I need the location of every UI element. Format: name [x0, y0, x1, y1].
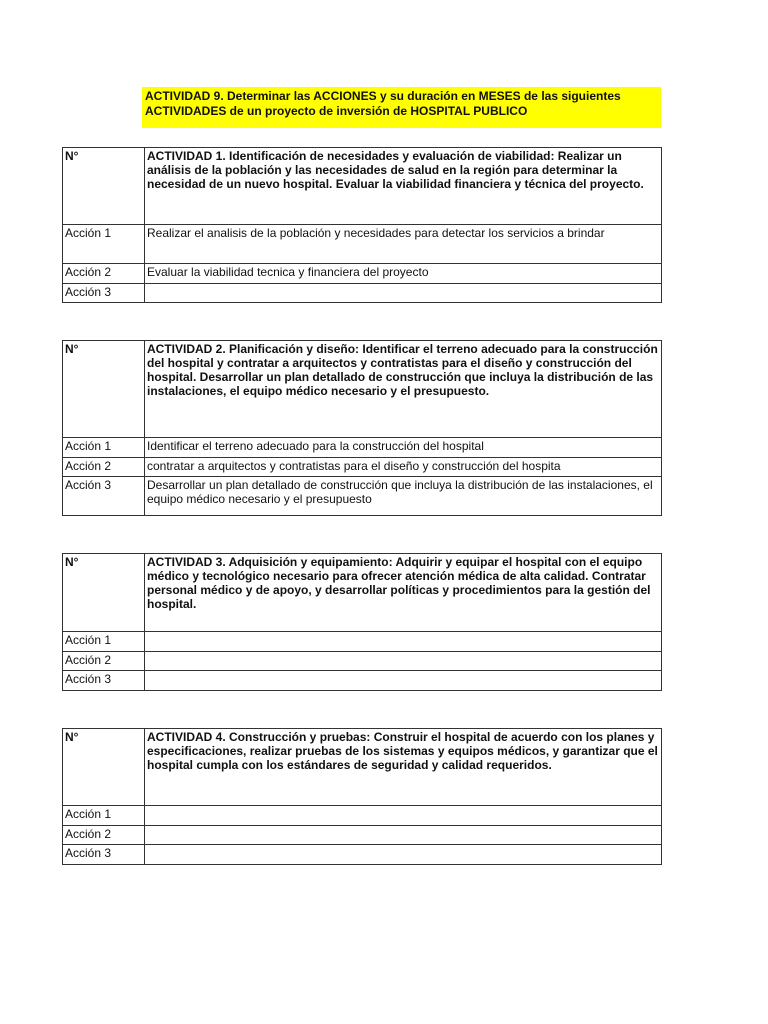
activity-description-cell[interactable]: ACTIVIDAD 4. Construcción y pruebas: Construir el hospital de acuerdo con los planes y especificaciones, realizar pruebas de los sistemas y equipos médicos, y garantizar que el hospital cumpla con los estándares de seguridad y calidad requeridos.: [145, 729, 662, 806]
action-text-cell[interactable]: contratar a arquitectos y contratistas para el diseño y construcción del hospita: [145, 458, 662, 477]
header-number-cell[interactable]: N°: [63, 554, 145, 632]
action-label-cell[interactable]: Acción 1: [63, 806, 145, 826]
worksheet-title: ACTIVIDAD 9. Determinar las ACCIONES y su duración en MESES de las siguientes ACTIVIDADES de un proyecto de inversión de HOSPITAL PUBLICO: [142, 87, 661, 128]
action-text-cell[interactable]: [145, 845, 662, 865]
action-label-cell[interactable]: Acción 2: [63, 264, 145, 284]
action-text-cell[interactable]: [145, 671, 662, 691]
activity-description-cell[interactable]: ACTIVIDAD 1. Identificación de necesidades y evaluación de viabilidad: Realizar un análisis de la población y las necesidades de salud en la región para determinar la necesidad de un nuevo hospital. Evaluar la viabilidad financiera y técnica del proyecto.: [145, 148, 662, 225]
action-text-cell[interactable]: [145, 826, 662, 845]
action-text-cell[interactable]: [145, 652, 662, 671]
action-label-cell[interactable]: Acción 2: [63, 826, 145, 845]
activity-description-cell[interactable]: ACTIVIDAD 3. Adquisición y equipamiento: Adquirir y equipar el hospital con el equipo médico y tecnológico necesario para ofrecer atención médica de alta calidad. Contratar personal médico y de apoyo, y desarrollar políticas y procedimientos para la gestión del hospital.: [145, 554, 662, 632]
header-number-cell[interactable]: N°: [63, 341, 145, 438]
action-label-cell[interactable]: Acción 2: [63, 458, 145, 477]
action-text-cell[interactable]: [145, 806, 662, 826]
activity-description-cell[interactable]: ACTIVIDAD 2. Planificación y diseño: Identificar el terreno adecuado para la construcción del hospital y contratar a arquitectos y contratistas para el diseño y construcción del hospital. Desarrollar un plan detallado de construcción que incluya la distribución de las instalaciones, el equipo médico necesario y el presupuesto.: [145, 341, 662, 438]
action-text-cell[interactable]: Evaluar la viabilidad tecnica y financiera del proyecto: [145, 264, 662, 284]
action-label-cell[interactable]: Acción 1: [63, 225, 145, 264]
action-text-cell[interactable]: Identificar el terreno adecuado para la construcción del hospital: [145, 438, 662, 458]
action-label-cell[interactable]: Acción 2: [63, 652, 145, 671]
action-text-cell[interactable]: Realizar el analisis de la población y necesidades para detectar los servicios a brindar: [145, 225, 662, 264]
action-text-cell[interactable]: [145, 284, 662, 303]
activity-table-4: [62, 728, 662, 865]
action-text-cell[interactable]: [145, 632, 662, 652]
activity-table-2: [62, 340, 662, 516]
activity-table-1: [62, 147, 662, 303]
header-number-cell[interactable]: N°: [63, 148, 145, 225]
action-label-cell[interactable]: Acción 3: [63, 671, 145, 691]
header-number-cell[interactable]: N°: [63, 729, 145, 806]
activity-table-3: [62, 553, 662, 691]
action-text-cell[interactable]: Desarrollar un plan detallado de construcción que incluya la distribución de las instalaciones, el equipo médico necesario y el presupuesto: [145, 477, 662, 516]
action-label-cell[interactable]: Acción 3: [63, 477, 145, 516]
action-label-cell[interactable]: Acción 3: [63, 284, 145, 303]
action-label-cell[interactable]: Acción 1: [63, 438, 145, 458]
action-label-cell[interactable]: Acción 1: [63, 632, 145, 652]
action-label-cell[interactable]: Acción 3: [63, 845, 145, 865]
